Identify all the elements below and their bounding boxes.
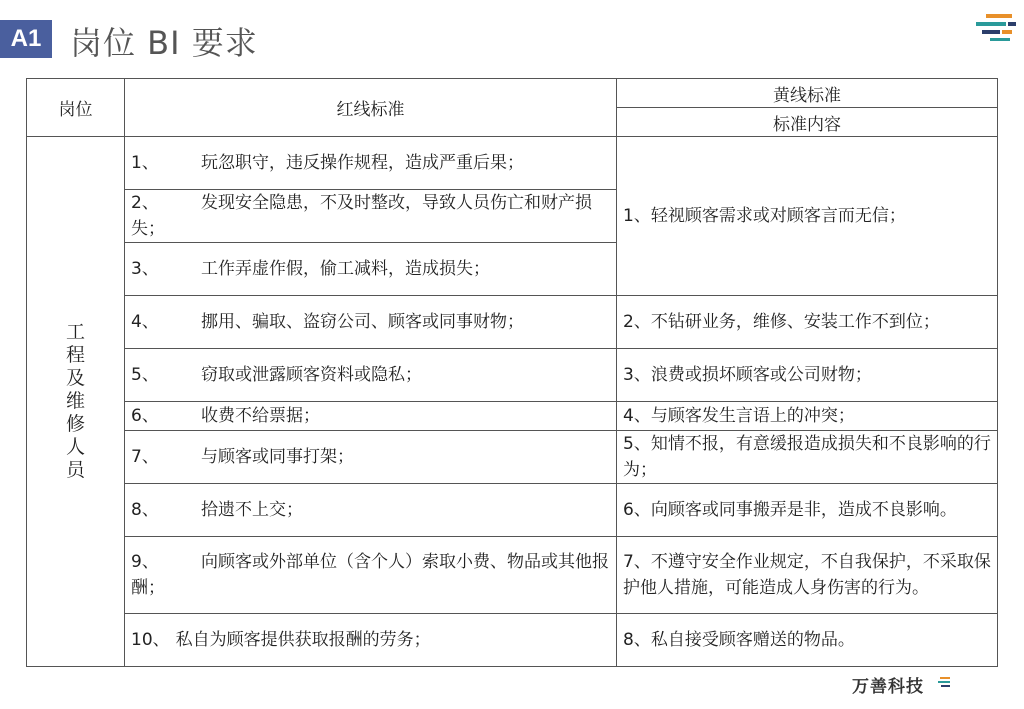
- red-item: 6、 收费不给票据；: [125, 402, 617, 431]
- red-item: 7、 与顾客或同事打架；: [125, 431, 617, 484]
- yellow-item: 5、知情不报，有意缓报造成损失和不良影响的行为；: [617, 431, 998, 484]
- section-badge: A1: [0, 20, 52, 58]
- yellow-item: 2、不钻研业务，维修、安装工作不到位；: [617, 296, 998, 349]
- yellow-item: 3、浪费或损坏顾客或公司财物；: [617, 349, 998, 402]
- red-item: 9、 向顾客或外部单位（含个人）索取小费、物品或其他报酬；: [125, 537, 617, 614]
- yellow-item: 1、轻视顾客需求或对顾客言而无信；: [617, 137, 998, 296]
- red-item: 3、 工作弄虚作假，偷工减料，造成损失；: [125, 243, 617, 296]
- page-title: 岗位 BI 要求: [70, 24, 258, 62]
- yellow-item: 6、向顾客或同事搬弄是非，造成不良影响。: [617, 484, 998, 537]
- header-yellow-sub: 标准内容: [617, 108, 998, 137]
- header-yellow-line: 黄线标准: [617, 79, 998, 108]
- brand-logo-icon: [972, 12, 1018, 42]
- yellow-item: 4、与顾客发生言语上的冲突；: [617, 402, 998, 431]
- red-item: 10、 私自为顾客提供获取报酬的劳务；: [125, 614, 617, 667]
- company-name: 万善科技: [852, 677, 924, 697]
- red-item: 4、 挪用、骗取、盗窃公司、顾客或同事财物；: [125, 296, 617, 349]
- red-item: 1、 玩忽职守，违反操作规程，造成严重后果；: [125, 137, 617, 190]
- yellow-item: 8、私自接受顾客赠送的物品。: [617, 614, 998, 667]
- red-item: 8、 拾遗不上交；: [125, 484, 617, 537]
- company-logo: [852, 672, 924, 702]
- requirements-table: [26, 78, 998, 667]
- company-logo-icon: [938, 676, 952, 690]
- red-item: 5、 窃取或泄露顾客资料或隐私；: [125, 349, 617, 402]
- red-item: 2、 发现安全隐患，不及时整改，导致人员伤亡和财产损失；: [125, 190, 617, 243]
- header-role: 岗位: [27, 79, 125, 137]
- header-red-line: 红线标准: [125, 79, 617, 137]
- yellow-item: 7、不遵守安全作业规定，不自我保护，不采取保护他人措施，可能造成人身伤害的行为。: [617, 537, 998, 614]
- role-cell: 工程及维修人员: [27, 137, 125, 667]
